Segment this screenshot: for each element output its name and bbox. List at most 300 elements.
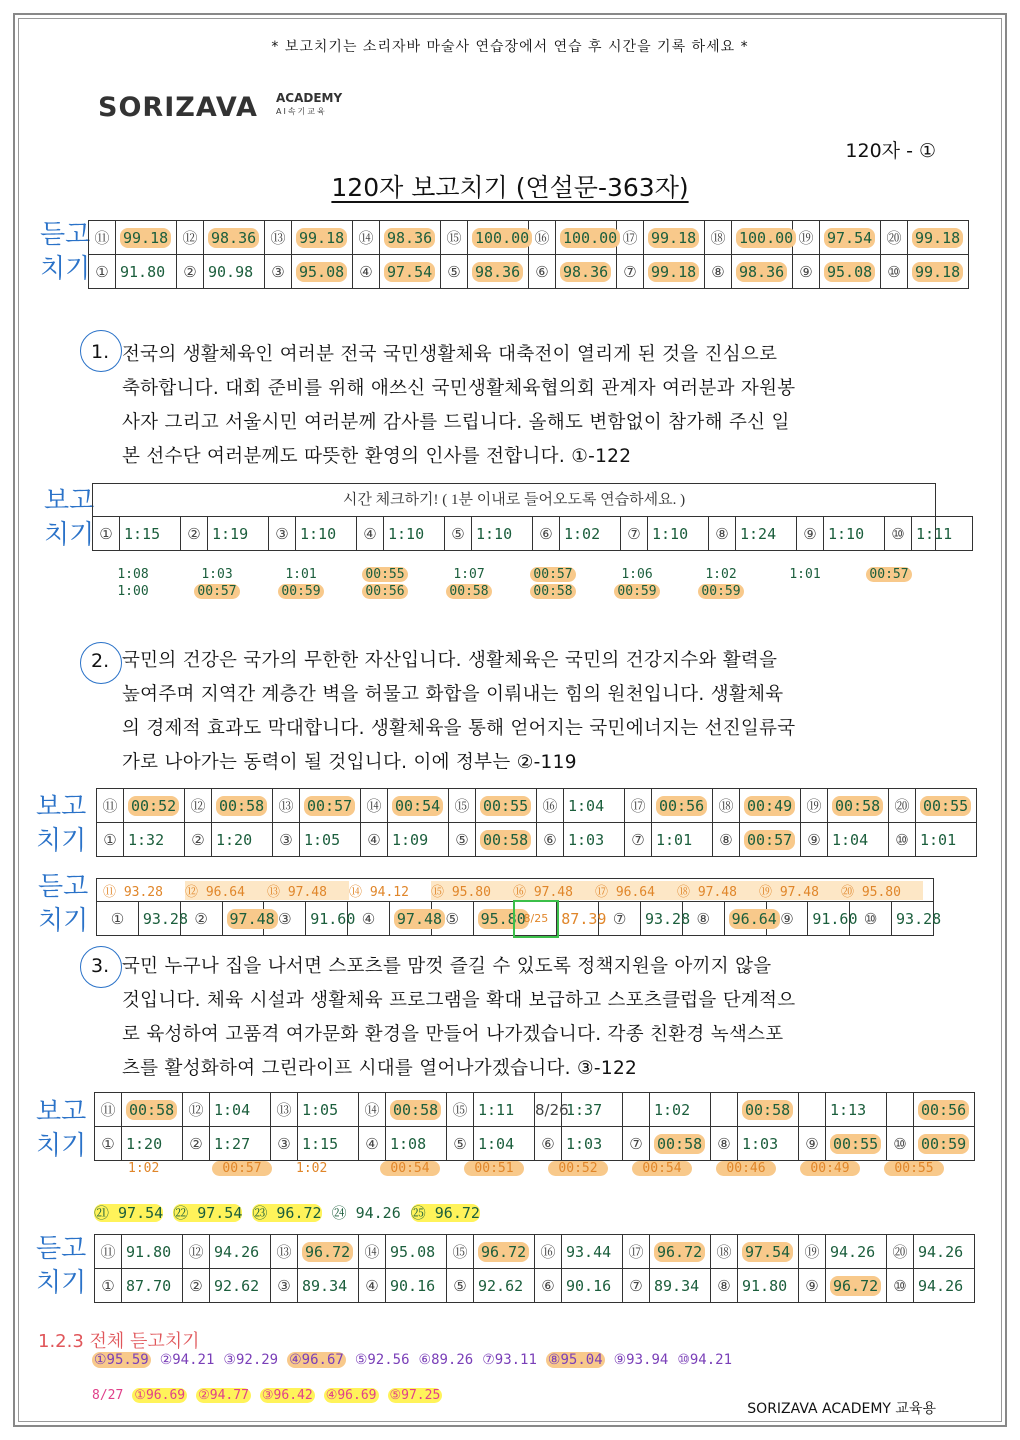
cell-index: ④	[353, 255, 380, 289]
cell-index: ⑤	[447, 1269, 474, 1303]
cell-value	[738, 1235, 799, 1269]
table-row	[97, 789, 977, 823]
cell-value-text: 00:58	[742, 1100, 793, 1120]
cell-index: ⑧	[713, 823, 740, 857]
cell-index: ⑨	[799, 1127, 826, 1161]
paragraph-line: 가로 나아가는 동력이 될 것입니다. 이에 정부는 ②-119	[122, 752, 577, 773]
time-note	[434, 566, 504, 600]
cell-value	[908, 255, 969, 289]
listen-3-extra-item: ㉑ 97.54	[94, 1204, 164, 1222]
time-note-line	[518, 566, 588, 583]
cell-index: ⑦	[621, 517, 648, 551]
time-note-text: 00:57	[194, 584, 239, 599]
cell-value	[380, 221, 441, 255]
cell-index: ⑧	[711, 1269, 738, 1303]
cell-value	[468, 221, 529, 255]
cell-value-text: 98.36	[560, 262, 611, 282]
cell-value	[826, 1235, 887, 1269]
listen-2-item: ⑲ 97.48	[759, 881, 841, 900]
cell-index: ⑧	[705, 255, 732, 289]
cell-index: ③	[264, 902, 306, 936]
summary-item: ③96.42	[261, 1388, 313, 1403]
side-label-listen-3: 듣고 치기	[36, 1234, 87, 1298]
cell-value	[820, 221, 881, 255]
cell-index: ⑭	[353, 221, 380, 255]
cell-value	[122, 1235, 183, 1269]
time-note-line	[266, 583, 336, 600]
cell-value-text: 1:20	[126, 1134, 163, 1153]
table-row	[97, 823, 977, 857]
time-note-text: 1:01	[789, 567, 821, 582]
table-row	[95, 1127, 975, 1161]
cell-value-text: 1:03	[742, 1134, 779, 1153]
time-note-line	[182, 566, 252, 583]
time-note: 00:55	[884, 1161, 944, 1176]
cell-value	[386, 1127, 447, 1161]
time-note-text: 00:59	[278, 584, 323, 599]
time-note-line	[434, 566, 504, 583]
cell-value	[204, 221, 265, 255]
cell-value-text: 1:37	[566, 1100, 603, 1119]
time-note-line	[182, 583, 252, 600]
cell-value	[210, 1235, 271, 1269]
look-table-2	[96, 788, 977, 857]
time-note-text: 00:59	[698, 584, 743, 599]
listen-2-item: ⑳ 95.80	[841, 881, 923, 900]
cell-value	[738, 1093, 799, 1127]
time-note-text: 00:58	[530, 584, 575, 599]
cell-value-text: 00:58	[654, 1134, 705, 1154]
cell-index: ⑳	[887, 1235, 914, 1269]
listen-2-row-1	[97, 879, 934, 902]
time-note: 00:54	[632, 1161, 692, 1176]
cell-index: ⑰	[623, 1235, 650, 1269]
time-note-text: 1:07	[453, 567, 485, 582]
cell-value-text: 94.26	[918, 1242, 964, 1261]
time-note-text: 00:56	[362, 584, 407, 599]
cell-value-text: 00:52	[128, 796, 179, 816]
cell-index: ⑧	[709, 517, 736, 551]
cell-value	[292, 221, 353, 255]
time-note-line	[98, 583, 168, 600]
cell-value	[562, 1235, 623, 1269]
cell-value-text: 99.18	[120, 228, 171, 248]
time-note	[854, 566, 924, 583]
cell-index: ⑫	[185, 789, 212, 823]
cell-value	[138, 902, 188, 936]
cell-index: ③	[271, 1127, 298, 1161]
listen-2-item: ⑮ 95.80	[431, 881, 513, 900]
cell-value	[562, 1093, 623, 1127]
cell-value-text: 00:55	[480, 796, 531, 816]
cell-index: ⑨	[793, 255, 820, 289]
time-note-text: 1:03	[201, 567, 233, 582]
cell-value	[388, 789, 449, 823]
cell-index: ④	[348, 902, 390, 936]
listen-table-2	[96, 878, 942, 936]
cell-value-text: 98.36	[736, 262, 787, 282]
cell-index: ⑩	[885, 517, 912, 551]
time-check-box	[92, 483, 953, 551]
cell-value-text: 1:13	[830, 1100, 867, 1119]
cell-value	[210, 1127, 271, 1161]
listen-3-extra-item: ㉔ 94.26	[331, 1204, 401, 1222]
cell-value-text: 95.08	[296, 262, 347, 282]
listen-2-item: ⑱ 97.48	[677, 881, 759, 900]
cell-index: ③	[271, 1269, 298, 1303]
paragraph-line: 높여주며 지역간 계층간 벽을 허물고 화합을 이뤄내는 힘의 원천입니다. 생활체육	[122, 684, 784, 705]
cell-value	[292, 255, 353, 289]
cell-index: ⑯	[529, 221, 556, 255]
cell-index: ⑮	[449, 789, 476, 823]
cell-index: ④	[357, 517, 384, 551]
cell-index: ⑥	[529, 255, 556, 289]
cell-index: ⑳	[881, 221, 908, 255]
cell-value-text: 00:56	[656, 796, 707, 816]
cell-value-text: 1:32	[128, 830, 165, 849]
cell-value-text: 00:55	[830, 1134, 881, 1154]
time-check-header: 시간 체크하기! ( 1분 이내로 들어오도록 연습하세요. )	[93, 484, 935, 517]
cell-value-text: 1:10	[388, 524, 425, 543]
cell-index: ③	[265, 255, 292, 289]
time-note-text: 00:55	[362, 567, 407, 582]
cell-value	[914, 1235, 975, 1269]
cell-value-text: 1:04	[478, 1134, 515, 1153]
cell-index: ⑭	[361, 789, 388, 823]
time-note-line	[686, 583, 756, 600]
cell-value-text: 90.16	[566, 1276, 612, 1295]
time-note-line	[602, 583, 672, 600]
cell-value-text: 1:04	[568, 796, 605, 815]
cell-value-text: 1:10	[652, 524, 689, 543]
cell-value	[298, 1127, 359, 1161]
cell-value	[826, 1093, 887, 1127]
cell-value	[826, 1269, 887, 1303]
cell-value-text: 00:59	[918, 1134, 969, 1154]
cell-value-text: 99.18	[648, 228, 699, 248]
cell-value	[740, 823, 801, 857]
cell-value	[476, 789, 537, 823]
table-row	[93, 517, 973, 551]
cell-value-text: 96.72	[302, 1242, 353, 1262]
cell-value-text: 00:56	[918, 1100, 969, 1120]
cell-value-text: 91.60	[310, 909, 356, 928]
cell-index: ⑩	[887, 1269, 914, 1303]
time-note-text: 00:58	[446, 584, 491, 599]
summary-item: ⑤97.25	[389, 1388, 441, 1403]
cell-value	[732, 221, 793, 255]
logo-academy-text: ACADEMY	[276, 91, 343, 105]
side-label-look-1: 보고 치기	[44, 486, 95, 550]
cell-value-text: 00:58	[126, 1100, 177, 1120]
cell-value-text: 00:58	[832, 796, 883, 816]
cell-value	[738, 1127, 799, 1161]
time-note: 1:02	[128, 1161, 160, 1176]
listen-table-1	[88, 220, 969, 289]
cell-index: ③	[273, 823, 300, 857]
cell-index: ⑨	[797, 517, 824, 551]
cell-value-text: 00:54	[392, 796, 443, 816]
cell-value	[389, 902, 443, 936]
page-title	[0, 168, 1020, 204]
cell-value	[474, 1127, 535, 1161]
cell-index: ⑬	[271, 1235, 298, 1269]
cell-value-text: 00:58	[480, 830, 531, 850]
cell-value	[650, 1235, 711, 1269]
cell-value-text: 97.54	[824, 228, 875, 248]
cell-index: ⑦	[599, 902, 641, 936]
cell-value-text: 1:15	[124, 524, 161, 543]
cell-index: ⑱	[711, 1235, 738, 1269]
cell-value	[300, 823, 361, 857]
look-table-3	[94, 1092, 975, 1161]
logo-academy	[276, 92, 342, 118]
cell-index: ⑳	[889, 789, 916, 823]
cell-value-text: 1:24	[740, 524, 777, 543]
cell-value	[122, 1269, 183, 1303]
cell-value	[652, 823, 713, 857]
time-note-text: 1:02	[705, 567, 737, 582]
cell-value	[648, 517, 709, 551]
cell-value-text: 91.80	[742, 1276, 788, 1295]
listen-3-extra-item: ㉒ 97.54	[173, 1204, 243, 1222]
cell-index: ⑩	[850, 902, 892, 936]
time-note-line	[266, 566, 336, 583]
cell-index: ⑯	[535, 1235, 562, 1269]
cell-value	[640, 902, 691, 936]
cell-value-text: 1:27	[214, 1134, 251, 1153]
cell-value-text: 97.48	[227, 909, 278, 929]
cell-index: ②	[183, 1269, 210, 1303]
cell-index: ⑪	[95, 1235, 122, 1269]
cell-index: ②	[180, 902, 222, 936]
cell-value	[562, 1127, 623, 1161]
side-label-look-2: 보고 치기	[36, 792, 87, 856]
cell-index: ⑩	[881, 255, 908, 289]
cell-index: ⑥	[535, 1269, 562, 1303]
cell-value-text: 00:55	[920, 796, 971, 816]
paragraph-1	[122, 338, 938, 474]
cell-index: ⑦	[623, 1127, 650, 1161]
cell-value-text: 1:10	[476, 524, 513, 543]
cell-value-text: 96.64	[729, 909, 780, 929]
cell-value	[736, 517, 797, 551]
listen-2-item: ⑯ 97.48	[513, 881, 595, 900]
cell-index: ⑩	[889, 823, 916, 857]
cell-value-text: 1:09	[392, 830, 429, 849]
table-row	[95, 1093, 975, 1127]
cell-value	[386, 1235, 447, 1269]
time-note-text: 1:01	[285, 567, 317, 582]
cell-index: ⑦	[617, 255, 644, 289]
table-row	[95, 1269, 975, 1303]
summary-item: ②94.77	[198, 1388, 249, 1403]
paragraph-line: 국민 누구나 집을 나서면 스포츠를 맘껏 즐길 수 있도록 정책지원을 아끼지 않을	[122, 956, 772, 977]
table-row	[97, 902, 934, 936]
time-note	[98, 566, 168, 600]
cell-index: ⑨	[766, 902, 808, 936]
time-note	[686, 566, 756, 600]
cell-value-text: 100.00	[736, 228, 796, 248]
cell-index: ②	[177, 255, 204, 289]
cell-value	[644, 255, 705, 289]
side-label-listen-2: 듣고 치기	[38, 872, 89, 936]
paragraph-3	[122, 950, 938, 1086]
para-2-number: 2.	[91, 650, 110, 672]
cell-value-text: 97.54	[384, 262, 435, 282]
cell-index: ⑪	[97, 789, 124, 823]
time-note: 00:49	[800, 1161, 860, 1176]
summary-item: ①95.59	[94, 1352, 149, 1368]
time-note-text: 1:08	[117, 567, 149, 582]
cell-value	[298, 1093, 359, 1127]
paragraph-2	[122, 644, 938, 780]
summary-line-1	[92, 1352, 741, 1368]
listen-3-extra-item: ㉕ 96.72	[410, 1204, 480, 1222]
cell-value	[826, 1127, 887, 1161]
cell-value	[210, 1269, 271, 1303]
cell-value	[298, 1235, 359, 1269]
table-row	[89, 221, 969, 255]
time-note-text: 00:57	[866, 567, 911, 582]
cell-index: ⑬	[273, 789, 300, 823]
cell-value	[124, 789, 185, 823]
cell-index	[887, 1093, 914, 1127]
cell-index: ⑮	[441, 221, 468, 255]
cell-value	[122, 1127, 183, 1161]
cell-value	[472, 517, 533, 551]
cell-index: ⑬	[271, 1093, 298, 1127]
para-1-number: 1.	[91, 341, 110, 363]
cell-index: ④	[359, 1269, 386, 1303]
cell-value	[892, 902, 942, 936]
cell-value	[820, 255, 881, 289]
cell-index: ⑭	[359, 1093, 386, 1127]
time-note	[602, 566, 672, 600]
time-note	[770, 566, 840, 583]
listen-2-item: ⑭ 94.12	[349, 884, 409, 900]
cell-value	[556, 221, 617, 255]
summary-item: ⑨93.94	[613, 1352, 669, 1368]
cell-value-text: 95.80	[478, 909, 529, 929]
cell-value	[738, 1269, 799, 1303]
paragraph-line: 로 육성하여 고품격 여가문화 환경을 만들어 나가겠습니다. 각종 친환경 녹색스포	[122, 1024, 784, 1045]
paragraph-line: 츠를 활성화하여 그린라이프 시대를 열어나가겠습니다. ③-122	[122, 1058, 638, 1079]
side-label-listen-1: 듣고 치기	[40, 220, 91, 284]
page-number: 120자 - ①	[845, 140, 936, 162]
cell-value-text: 90.16	[390, 1276, 436, 1295]
cell-value	[380, 255, 441, 289]
cell-index: ①	[97, 902, 139, 936]
cell-index: ⑭	[359, 1235, 386, 1269]
cell-value	[386, 1269, 447, 1303]
cell-value-text: 100.00	[560, 228, 620, 248]
cell-value	[828, 823, 889, 857]
time-note-line	[686, 566, 756, 583]
paragraph-line: 전국의 생활체육인 여러분 전국 국민생활체육 대축전이 열리게 된 것을 진심으로	[122, 344, 778, 365]
paragraph-line: 의 경제적 효과도 막대합니다. 생활체육을 통해 얻어지는 국민에너지는 선진일류국	[122, 718, 796, 739]
cell-value-text: 00:58	[390, 1100, 441, 1120]
summary-line-2	[92, 1388, 451, 1403]
cell-value	[476, 823, 537, 857]
cell-value	[644, 221, 705, 255]
cell-index: ①	[95, 1127, 122, 1161]
cell-value-text: 87.39	[561, 909, 607, 928]
cell-value-text: 96.72	[654, 1242, 705, 1262]
time-note-line	[854, 566, 924, 583]
time-note-text: 1:06	[621, 567, 653, 582]
summary-item: ④96.67	[289, 1352, 344, 1368]
cell-value	[298, 1269, 359, 1303]
time-note-line	[602, 566, 672, 583]
cell-value	[116, 221, 177, 255]
cell-index: ⑲	[801, 789, 828, 823]
cell-value-text: 1:20	[216, 830, 253, 849]
cell-value-text: 87.70	[126, 1276, 172, 1295]
summary-item: ⑤92.56	[354, 1352, 410, 1368]
cell-value-text: 98.36	[384, 228, 435, 248]
cell-value	[557, 902, 607, 936]
cell-index	[799, 1093, 826, 1127]
logo-sub: AI속기교육	[276, 107, 327, 116]
cell-value-text: 1:19	[212, 524, 249, 543]
cell-index: ⑲	[799, 1235, 826, 1269]
sorizava-logo	[98, 91, 343, 123]
cell-value-text: 93.44	[566, 1242, 612, 1261]
cell-value-text: 91.60	[812, 909, 858, 928]
cell-value-text: 00:57	[304, 796, 355, 816]
cell-value	[116, 255, 177, 289]
cell-value-text: 91.80	[126, 1242, 172, 1261]
cell-value-text: 94.26	[214, 1242, 260, 1261]
cell-value-text: 1:11	[478, 1100, 515, 1119]
cell-value	[296, 517, 357, 551]
listen-table-3	[94, 1234, 975, 1303]
listen-3-extra-item: ㉓ 96.72	[252, 1204, 322, 1222]
cell-value-text: 98.36	[472, 262, 523, 282]
table-row	[95, 1235, 975, 1269]
cell-value-text: 1:02	[654, 1100, 691, 1119]
listen-2-item: ⑬ 97.48	[267, 881, 349, 900]
cell-value	[914, 1093, 975, 1127]
cell-index: ②	[183, 1127, 210, 1161]
cell-index: ⑮	[447, 1093, 474, 1127]
summary-item: ③92.29	[223, 1352, 279, 1368]
cell-value-text: 00:49	[744, 796, 795, 816]
cell-value-text: 92.62	[478, 1276, 524, 1295]
logo-main: SORIZAVA	[98, 92, 258, 123]
cell-index: ⑤	[447, 1127, 474, 1161]
paragraph-line: 사자 그리고 서울시민 여러분께 감사를 드립니다. 올해도 변함없이 참가해 주신 일	[122, 412, 790, 433]
cell-index: ①	[97, 823, 124, 857]
paragraph-line: 축하합니다. 대회 준비를 위해 애쓰신 국민생활체육협의회 관계자 여러분과 자원봉	[122, 378, 796, 399]
summary-item: ④96.69	[325, 1388, 377, 1403]
cell-index: ⑧	[682, 902, 724, 936]
cell-index: ⑦	[625, 823, 652, 857]
cell-value	[564, 823, 625, 857]
time-note	[266, 566, 336, 600]
cell-value-text: 1:10	[300, 524, 337, 543]
cell-value	[474, 1235, 535, 1269]
cell-value-text: 95.08	[390, 1242, 436, 1261]
cell-value-text: 1:03	[566, 1134, 603, 1153]
cell-index: ⑥	[533, 517, 560, 551]
cell-value-text: 93.28	[142, 909, 188, 928]
para-3-number: 3.	[91, 955, 110, 977]
time-note-line	[350, 583, 420, 600]
summary-item: ②94.21	[159, 1352, 215, 1368]
cell-value	[650, 1127, 711, 1161]
